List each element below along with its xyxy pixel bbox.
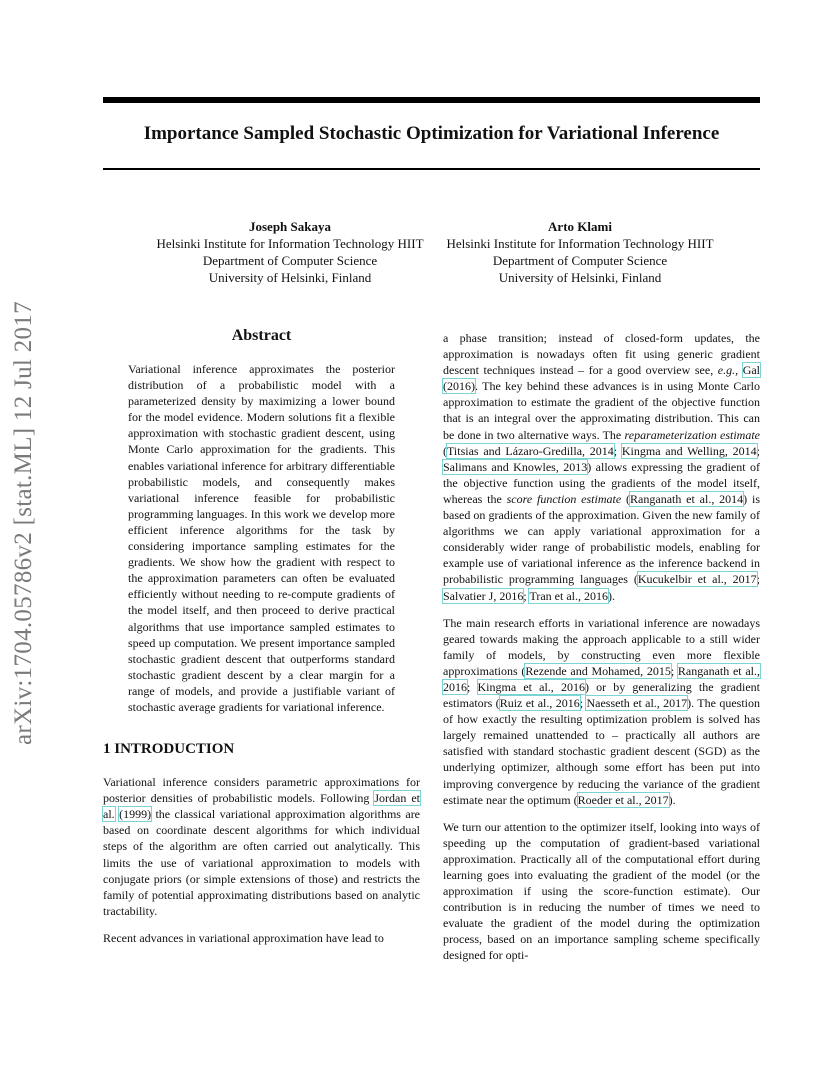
author-block-1 bbox=[125, 218, 455, 286]
citation-link[interactable]: (1999) bbox=[119, 807, 152, 822]
text-run: ). bbox=[668, 792, 676, 807]
citation-link[interactable]: Kingma and Welling, 2014 bbox=[621, 443, 757, 458]
intro-paragraph-2-start: Recent advances in variational approximation have lead to bbox=[103, 930, 384, 945]
citation-link[interactable]: Roeder et al., 2017 bbox=[577, 792, 669, 807]
citation-link[interactable]: Jordan et al. bbox=[103, 791, 421, 822]
text-run: ; bbox=[523, 588, 530, 603]
arxiv-stamp: arXiv:1704.05786v2 [stat.ML] 12 Jul 2017 bbox=[10, 301, 37, 745]
citation-link[interactable]: Gal bbox=[742, 363, 761, 378]
author-name: Joseph Sakaya bbox=[249, 219, 331, 234]
emphasis: e.g., bbox=[717, 363, 739, 378]
citation-link[interactable]: Ranganath et al., 2016 bbox=[443, 663, 760, 694]
emphasis: score function estimate bbox=[506, 491, 622, 506]
text-run: ; bbox=[756, 572, 760, 587]
text-run: ). The question of how exactly the resulting optimization problem is solved has largely remained unattended to – practically all authors are satisfied with standard stochastic gradient descent (SGD) as the underlying optimizer, although some effort has been put into improving convergence by reducing the variance of the gradient estimate near the optimum ( bbox=[443, 696, 760, 807]
title-bottom-rule bbox=[103, 168, 760, 170]
right-column bbox=[443, 330, 760, 975]
citation-link[interactable]: Ruiz et al., 2016 bbox=[499, 696, 580, 711]
abstract-heading: Abstract bbox=[231, 327, 292, 344]
text-run: ( bbox=[443, 443, 447, 458]
top-rule bbox=[103, 97, 760, 103]
text-run: ; bbox=[467, 679, 478, 694]
citation-link[interactable]: Naesseth et al., 2017 bbox=[586, 696, 688, 711]
citation-link[interactable]: Salvatier J, 2016 bbox=[443, 588, 524, 603]
text-run: ) or by generalizing the gradient estimators ( bbox=[443, 679, 760, 711]
text-run: . The key behind these advances is in using Monte Carlo approximation to estimate the gradient of the objective function that is an integral over the approximating distribution. This can be done in two alternative ways. The bbox=[443, 379, 760, 442]
intro-paragraph-1 bbox=[103, 774, 420, 919]
citation-link[interactable]: Kucukelbir et al., 2017 bbox=[637, 572, 757, 587]
paper-title: Importance Sampled Stochastic Optimization for Variational Inference bbox=[143, 123, 720, 144]
text-run: ) is based on gradients of the approximation. Given the new family of algorithms we can apply variational approximation for a considerably wider range of probabilistic models, enabling for example use of variational inference as the inference backend in probabilistic programming languages ( bbox=[443, 491, 761, 587]
intro-paragraph-4: We turn our attention to the optimizer itself, looking into ways of speeding up the computation of gradient-based variational approximation. Practically all of the computational effort during learning goes into evaluating the gradient of the model (or the approximation if using the score-function estimate). Our contribution is in reducing the number of times we need to evaluate the gradient of the model during the optimization process, based on an importance sampling scheme specifically designed for opti- bbox=[443, 819, 760, 963]
text-run: Variational inference considers parametric approximations for posterior densities of probabilistic models. Following bbox=[103, 775, 420, 806]
author-department: Department of Computer Science bbox=[202, 253, 378, 268]
author-university: University of Helsinki, Finland bbox=[498, 270, 662, 285]
intro-paragraph-3 bbox=[443, 615, 760, 808]
citation-link[interactable]: Ranganath et al., 2014 bbox=[630, 491, 744, 506]
author-affiliation: Helsinki Institute for Information Technology HIIT bbox=[156, 236, 424, 251]
text-run: ; bbox=[613, 443, 622, 458]
author-department: Department of Computer Science bbox=[492, 253, 668, 268]
text-run: a phase transition; instead of closed-form updates, the approximation is nowadays often fit using generic gradient descent techniques instead – for a good overview see, bbox=[443, 331, 760, 378]
author-affiliation: Helsinki Institute for Information Technology HIIT bbox=[446, 236, 714, 251]
citation-link[interactable]: Kingma et al., 2016 bbox=[477, 679, 585, 694]
text-run: ( bbox=[621, 491, 631, 506]
citation-link[interactable]: Titsias and Lázaro-Gredilla, 2014 bbox=[447, 443, 614, 458]
abstract-text: Variational inference approximates the posterior distribution of a probabilistic model with a parameterized density by maximizing a lower bound for the model evidence. Modern solutions fit a flexible approximation with stochastic gradient descent, using Monte Carlo approximation for the gradients. This enables variational inference for arbitrary differentiable probabilistic models, and consequently makes variational inference feasible for probabilistic programming languages. In this work we develop more efficient inference algorithms for the task by considering importance sampling estimates for the gradients. We show how the gradient with respect to the approximation parameters can often be evaluated efficiently without needing to re-compute gradients of the model itself, and then proceed to derive practical algorithms that use importance sampled estimates to speed up computation. We present importance sampled stochastic gradient descent that outperforms standard stochastic gradient descent by a clear margin for a range of models, and provide a justifiable variant of stochastic average gradients for variational inference. bbox=[128, 362, 395, 714]
citation-link[interactable]: (2016) bbox=[443, 379, 475, 394]
text-run: ) allows expressing the gradient of the objective function using the gradients of the model itself, whereas the bbox=[443, 459, 760, 506]
author-name: Arto Klami bbox=[548, 219, 612, 234]
text-run: ; bbox=[670, 663, 678, 678]
intro-paragraph-2 bbox=[443, 330, 760, 604]
text-run: ; bbox=[579, 696, 587, 711]
citation-link[interactable]: Rezende and Mohamed, 2015 bbox=[525, 663, 671, 678]
left-column bbox=[103, 327, 420, 957]
text-run bbox=[738, 363, 743, 377]
emphasis: reparameterization estimate bbox=[624, 427, 760, 442]
text-run: the classical variational approximation algorithms are based on coordinate descent algorithms for which individual steps of the algorithm are often carried out analytically. This limits the use of variational approximation to models with conjugate priors (or simple extensions of those) and restricts the family of potential approximating distributions based on analytic tractability. bbox=[103, 807, 421, 918]
author-university: University of Helsinki, Finland bbox=[208, 270, 372, 285]
citation-link[interactable]: Tran et al., 2016 bbox=[529, 588, 609, 603]
text-run: The main research efforts in variational inference are nowadays geared towards making the approach applicable to a still wider family of models, by constructing even more flexible approximations ( bbox=[443, 615, 760, 678]
citation-link[interactable]: Salimans and Knowles, 2013 bbox=[443, 459, 588, 474]
author-block-2 bbox=[415, 218, 745, 286]
section-heading-introduction: 1 INTRODUCTION bbox=[103, 741, 235, 758]
text-run: ; bbox=[756, 443, 760, 458]
text-run: ). bbox=[608, 588, 616, 603]
